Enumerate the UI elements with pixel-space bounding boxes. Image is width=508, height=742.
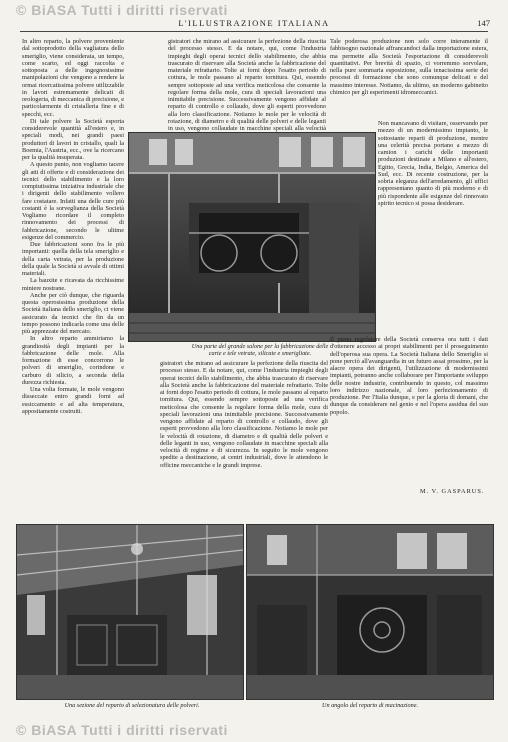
paragraph: Non mancavano di visitare, osservando per mezzo di un modernissimo impianto, le sottostante reparti di produzione, mentre una celerità precisa portano a mezzo di camion i carichi delle importanti produzioni destinate a Milano e all'estero, Egitto, Grecia, India, Belgio, America del Sud, ecc. Di recente costruzione, per la sobria eleganza dell'arredamento, gli uffici rappresentano quanto di più moderno e di più rispondente alle esigenze del rinnovato spirito tecnico si possa desiderare. [378,120,488,207]
paragraph: Due fabbricazioni sono fra le più importanti: quella della tela smeriglio e della carta vetrata, per la produzione della quale la Società si avvale di ottimi materiali. [22,241,124,277]
column-left [22,38,124,520]
author-signature: M. V. GASPARUS. [420,488,485,495]
main-photo-caption: Una parte del grande salone per la fabbricazione delle carte e tele vetrate, silicate e smerigliate. [191,343,329,357]
column-right-lower [330,336,488,486]
magazine-title: L'ILLUSTRAZIONE ITALIANA [178,18,330,28]
page-header [0,18,508,30]
paragraph: Una volta formate, le mole vengono disseccate entro grandi forni ad essiccamento e ad alta temperatura, appositamente costruiti. [22,386,124,415]
page-number: 147 [477,18,490,28]
powder-selection-photo [16,524,244,700]
column-middle-bottom [160,360,328,520]
column-right-narrow [378,120,488,332]
watermark-top: © BiASA Tutti i diritti riservati [16,2,228,18]
paragraph: gistratori che mirano ad assicurare la perfezione della riuscita del processo stesso. E da notare, qui, come l'industria impieghi degli operai tecnici dello stabilimento, che abbia trascurato di riservare alla Società anche la fabbricazione del materiale refrattario. Tolte ai forni dopo l'esatto periodo di cottura, le mole passano al reparto tornitura. Qui, essendo sempre sottoposte ad una verifica meticolosa che consente la regolare forma della mole, cura di speciali lavorazioni una inimitabile precisione. Successivamente vengono affidate al reparto di controllo e collaudo, dove gli esperti provvedono alla loro classificazione. Notiamo le mole per le velocità di rotazione, di diametro e di qualità delle polveri e delle leganti in uso, vengono collaudate in macchine speciali alla velocità di regime e di sicurezza. In seguito le mole vengono spedite a destinazione, ai centri industriali, dove le attendono le officine meccaniche e le grandi imprese. [160,360,328,469]
bottom-left-caption: Una sezione del reparto di selezionatura delle polveri. [64,702,200,709]
paragraph: La bauxite e ricavata da ricchissime miniere nostrane. [22,277,124,292]
paragraph: In altro reparto ammiriamo la grandiosità degli impianti per la fabbricazione delle mole. Alla formazione di esse concorrono le polveri di smeriglio, corindone e carburo di silicio, a seconda della durezza richiesta. [22,335,124,386]
paragraph: In altro reparto, la polvere proveniente dal sottoprodotto della vagliatura dello smeriglio, viene considerata, un tempo, come scarto, ed oggi raccolta e sottoposta a delle ingegnosissime manipolazioni che vengono a rendere la ormai ricercatissima polvere utilizzabile in lavori estremamente delicati di orologeria, di meccanica di precisione, e particolarmente di cristalleria fine e di specchi, ecc. [22,38,124,118]
grinding-department-photo [246,524,494,700]
paragraph: Il pieno regolatore della Società conserva ora tutti i dati d'ottenere accesso ai propri stabilimenti per il proseguimento dell'operosa sua opera. La Società Italiana dello Smeriglio si pone perciò all'avanguardia in un futuro assai prossimo, per la alacre opera dei dirigenti, l'utilizzazione di modernissimi impianti, potranno anche collaborare per l'importante sviluppo delle nostre industrie, contribuendo in questo, col massimo loro indirizzo nazionale, al loro perfezionamento di produzione. Per l'Italia dunque, e per la gloria di domani, che dunque da considerare nel genio e nel l'opera assidua del suo popolo. [330,336,488,416]
factory-machine-photo [128,132,376,342]
bottom-right-caption: Un angolo del reparto di macinazione. [321,702,418,709]
watermark-bottom: © BiASA Tutti i diritti riservati [16,722,228,738]
header-rule [20,31,488,32]
paragraph: Tale poderosa produzione non solo corre interamente il fabbisogno nazionale affrancandoci dalla importazione estera, ma permette alla Società l'esportazione di considerevoli quantitativi. Per brevità di spazio, ci vorremmo sorvolare, nella pure sommaria esposizione, sulla tenacissima serie dei processi di formazione che sono comunque delicati e del massimo interesse. Notiamo, da ultimo, un moderno gabinetto chimico per gli esperimenti idromeccanici. [330,38,488,96]
paragraph: gistratori che mirano ad assicurare la perfezione della riuscita del processo stesso. E da notare, qui, come l'industria impieghi degli operai tecnici dello stabilimento, che abbia trascurato di riservare alla Società anche la fabbricazione del materiale refrattario. Tolte ai forni dopo l'esatto periodo di cottura, le mole passano al reparto tornitura. Qui, essendo sempre sottoposte ad una verifica meticolosa che consente la regolare forma della mole, cura di speciali lavorazioni una inimitabile precisione. Successivamente vengono affidate al reparto di controllo e collaudo, dove gli esperti provvedono alla loro classificazione. Notiamo le mole per le velocità di rotazione, di diametro e di qualità delle polveri e delle leganti in uso, vengono collaudate in macchine speciali alla velocità [168,38,326,132]
paragraph: Di tale polvere la Società esporta considerevole quantità all'estero e, in speciali modi, nei grandi paesi produttori di lavori in cristallo, quali la Boemia, l'Austria, ecc., ove la ricercano per la qualità insuperata. [22,117,124,161]
column-middle-top [168,38,326,130]
paragraph: Anche per ciò dunque, che riguarda questa operosissima produzione della Società italiana dello smeriglio, ci viene assicurato da tecnici che fin da un tempo possono indicarla come una delle più apprezzate del mercato. [22,291,124,335]
paragraph: A questo punto, non vogliamo tacere gli atti di offerte e di considerazione dei tecnici dello stabilimento e la loro compiutissima iniziativa industriale che i dirigenti dello stabilimento vollero fare costatare. Infatti una delle cure più costanti è la sorveglianza della Società Vogliamo ricordare il completo rinnovamento dei processi di fabbricazione, secondo le ultime esigenze del commercio. [22,161,124,241]
